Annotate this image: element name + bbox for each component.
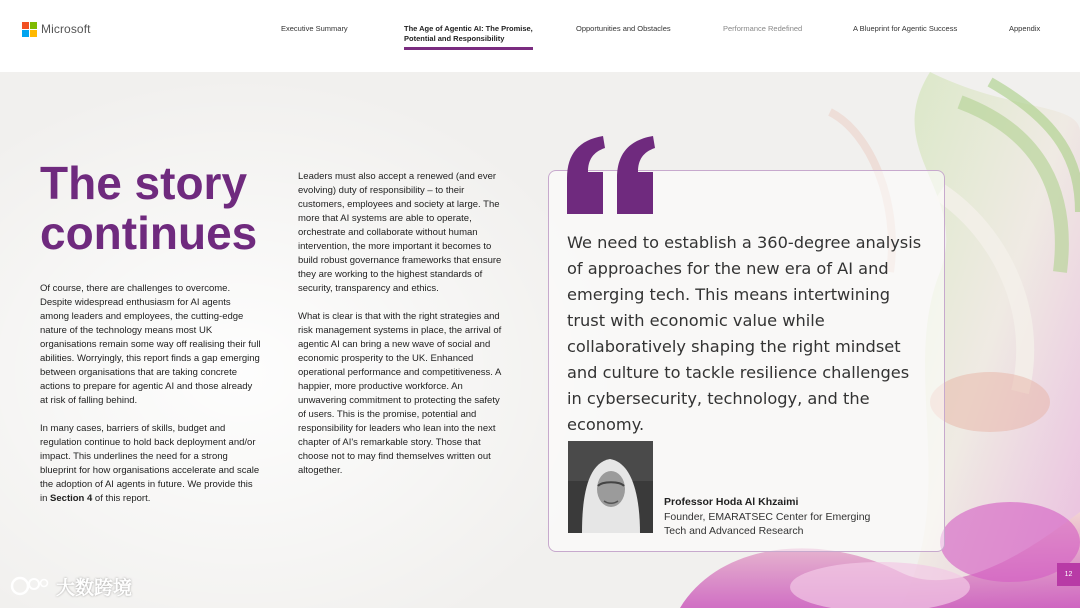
- quote-text: We need to establish a 360-degree analysis of approaches for the new era of AI and emerging tech. This means intertwining trust with economic value while collaboratively shaping the right mindset and culture to tackle resilience challenges in cybersecurity, technology, and the economy.: [567, 233, 922, 434]
- nav-item-blueprint[interactable]: A Blueprint for Agentic Success: [853, 24, 958, 33]
- page-number-badge[interactable]: 12: [1057, 563, 1080, 586]
- left-paragraph-2-text: In many cases, barriers of skills, budget and regulation continue to hold back deployment and/or impact. This underlines the need for a strong blueprint for how organisations accelerate and scale the adoption of AI agents in future. We provide this in: [40, 423, 260, 504]
- quote-mark-icon: [567, 136, 657, 214]
- brand-name: Microsoft: [41, 22, 91, 36]
- section-4-reference: Section 4: [50, 493, 93, 504]
- nav-item-label-line1: The Age of Agentic AI: The Promise,: [404, 24, 533, 33]
- page-title: [40, 158, 280, 258]
- page-title-line2: continues: [40, 207, 258, 259]
- middle-paragraph-2: What is clear is that with the right strategies and risk management systems in place, the arrival of agentic AI can bring a new wave of social and economic prosperity to the UK. Enhanced operational performance and competitiveness. A happier, more productive workforce. An unwavering commitment to protecting the safety of users. This is the promise, potential and responsibility for leaders who lean into the next chapter of AI's remarkable story. Those that choose not to may find themselves written out altogether.: [298, 311, 502, 476]
- nav-item-performance-redefined[interactable]: Performance Redefined: [723, 24, 803, 33]
- middle-paragraph-1: Leaders must also accept a renewed (and ever evolving) duty of responsibility – to their customers, employees and society at large. The more that AI systems are able to operate, orchestrate and collaborate without human intervention, the more important it becomes to build robust governance frameworks that ensure they are working to the highest standards of security, transparency and ethics.: [298, 171, 502, 294]
- watermark: [10, 573, 132, 599]
- left-paragraph-2-end: of this report.: [92, 493, 151, 504]
- nav-item-opportunities[interactable]: Opportunities and Obstacles: [576, 24, 671, 33]
- nav-item-executive-summary[interactable]: Executive Summary: [281, 24, 348, 33]
- author-role: Founder, EMARATSEC Center for Emerging Tech and Advanced Research: [664, 511, 871, 537]
- top-header: [0, 0, 1080, 72]
- microsoft-logo-icon: [22, 22, 36, 36]
- nav-item-label-line2: Potential and Responsibility: [404, 33, 505, 43]
- author-photo: [568, 441, 653, 533]
- nav-item-age-of-agentic-ai[interactable]: [404, 24, 533, 43]
- watermark-logo-icon: [10, 574, 50, 598]
- microsoft-logo[interactable]: [22, 21, 91, 37]
- left-paragraph-1: Of course, there are challenges to overcome. Despite widespread enthusiasm for AI agents among leaders and employees, the cutting-edge nature of the technology means most UK organisations remain some way off realising their full abilities. Worryingly, this report finds a gap emerging between organisations that are taking concrete actions to prepare for agentic AI and those already at risk of falling behind.: [40, 283, 261, 406]
- active-nav-underline: [404, 47, 533, 50]
- nav-item-appendix[interactable]: Appendix: [1009, 24, 1041, 33]
- author-name: Professor Hoda Al Khzaimi: [664, 496, 799, 508]
- left-paragraph-2: [40, 422, 262, 506]
- author-portrait-icon: [568, 441, 653, 533]
- watermark-text: 大数跨境: [56, 577, 133, 599]
- page-title-line1: The story: [40, 157, 248, 209]
